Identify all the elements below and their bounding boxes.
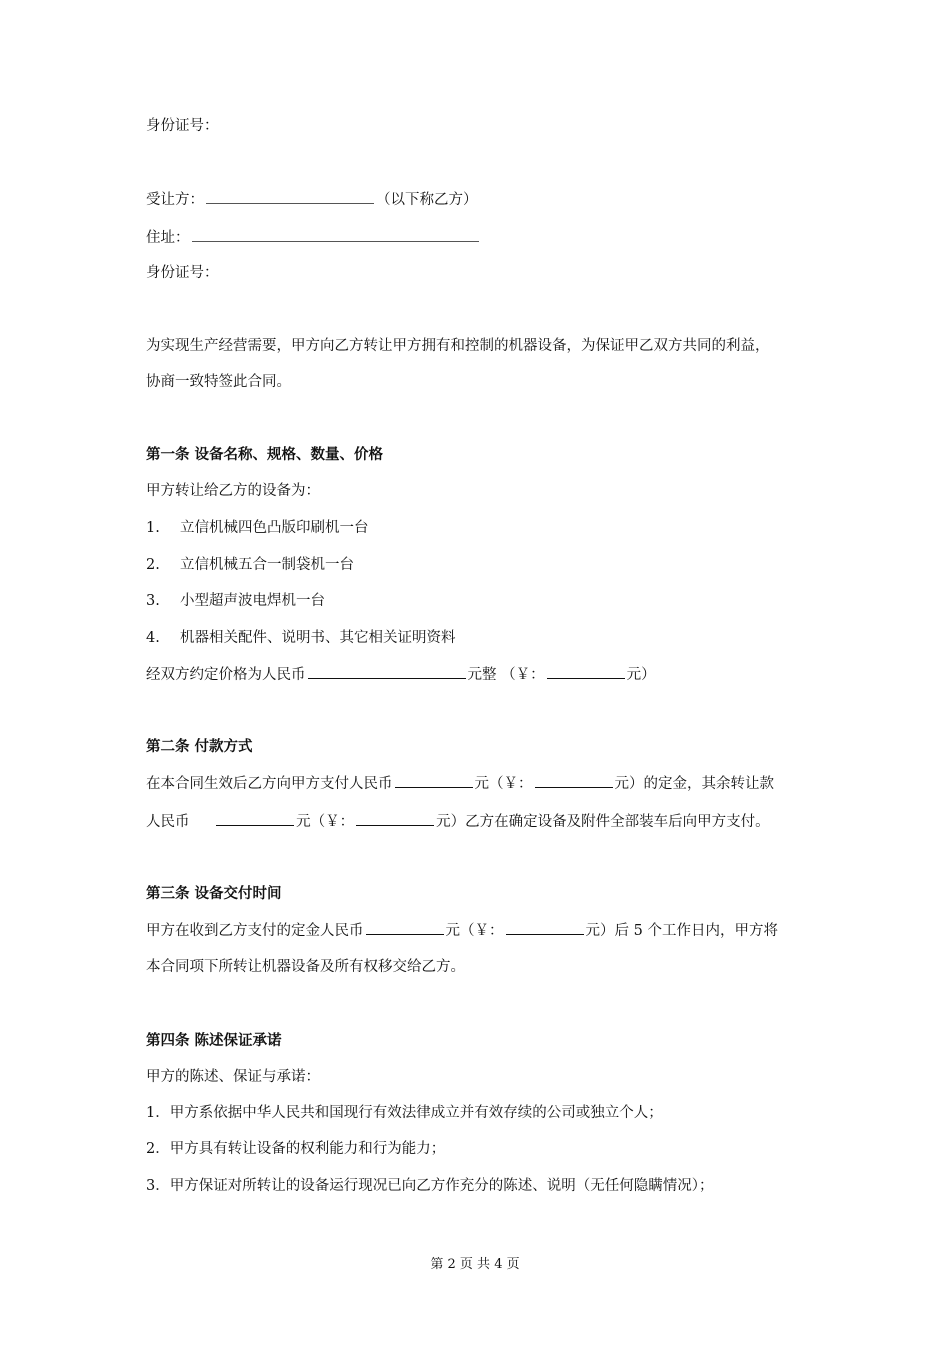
list-item: 4. 机器相关配件、说明书、其它相关证明资料 xyxy=(146,630,456,646)
intro-line-2: 协商一致特签此合同。 xyxy=(146,374,291,390)
delivery-rmb-blank xyxy=(366,920,444,935)
list-item: 2．甲方具有转让设备的权利能力和行为能力； xyxy=(146,1141,446,1157)
list-item: 1. 立信机械四色凸版印刷机一台 xyxy=(146,520,369,536)
address-label: 住址： xyxy=(146,230,190,246)
balance-rmb-blank xyxy=(216,811,294,826)
list-item: 2. 立信机械五合一制袋机一台 xyxy=(146,557,354,573)
intro-line-1: 为实现生产经营需要，甲方向乙方转让甲方拥有和控制的机器设备，为保证甲乙双方共同的利益， xyxy=(146,338,770,354)
balance-yen-blank xyxy=(356,811,434,826)
address-blank xyxy=(192,227,479,242)
transferee-blank xyxy=(206,189,374,204)
payment-line-1: 在本合同生效后乙方向甲方支付人民币 元（￥： 元）的定金，其余转让款 xyxy=(146,773,774,794)
party-b-id-label: 身份证号： xyxy=(146,265,219,281)
deposit-yen-blank xyxy=(535,773,613,788)
transferee-line xyxy=(146,189,478,210)
article2-heading: 第二条 付款方式 xyxy=(146,738,253,755)
deposit-rmb-blank xyxy=(395,773,473,788)
article3-heading: 第三条 设备交付时间 xyxy=(146,885,282,902)
delivery-yen-blank xyxy=(506,920,584,935)
payment-line-2: 人民币 元（￥： 元）乙方在确定设备及附件全部装车后向甲方支付。 xyxy=(146,811,770,832)
price-yen-blank xyxy=(547,664,625,679)
list-item: 3. 小型超声波电焊机一台 xyxy=(146,593,325,609)
article1-heading: 第一条 设备名称、规格、数量、价格 xyxy=(146,446,384,463)
party-a-id-label: 身份证号： xyxy=(146,118,219,134)
list-item: 1．甲方系依据中华人民共和国现行有效法律成立并有效存续的公司或独立个人； xyxy=(146,1105,663,1121)
delivery-line-2: 本合同项下所转让机器设备及所有权移交给乙方。 xyxy=(146,959,465,975)
delivery-line-1: 甲方在收到乙方支付的定金人民币 元（￥： 元）后 5 个工作日内，甲方将 xyxy=(146,920,778,941)
price-rmb-blank xyxy=(308,664,466,679)
page-number: 第 2 页 共 4 页 xyxy=(430,1257,520,1272)
article4-heading: 第四条 陈述保证承诺 xyxy=(146,1032,282,1049)
transferee-suffix: （以下称乙方） xyxy=(376,192,478,208)
list-item: 3．甲方保证对所转让的设备运行现况已向乙方作充分的陈述、说明（无任何隐瞒情况）； xyxy=(146,1178,714,1194)
address-line xyxy=(146,227,481,248)
price-line: 经双方约定价格为人民币 元整 （￥： 元） xyxy=(146,664,656,685)
article1-lead: 甲方转让给乙方的设备为： xyxy=(146,483,320,499)
article4-lead: 甲方的陈述、保证与承诺： xyxy=(146,1069,320,1085)
transferee-label: 受让方： xyxy=(146,192,204,208)
